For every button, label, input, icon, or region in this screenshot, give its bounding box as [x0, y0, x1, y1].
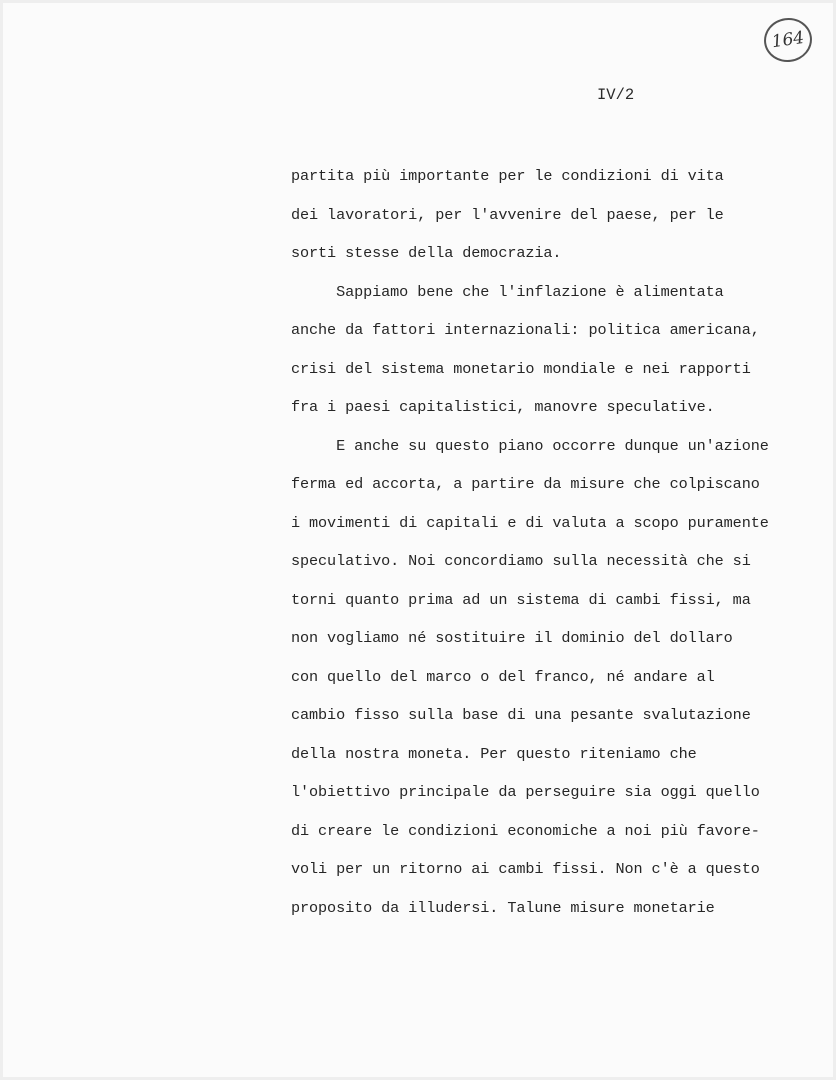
text-line: Sappiamo bene che l'inflazione è alimentata — [291, 282, 724, 301]
text-line: partita più importante per le condizioni di vita — [291, 167, 724, 185]
text-line: anche da fattori internazionali: politica americana, — [291, 321, 760, 339]
page-reference: IV/2 — [597, 86, 635, 104]
text-line: cambio fisso sulla base di una pesante svalutazione — [291, 706, 751, 724]
text-line: voli per un ritorno ai cambi fissi. Non c'è a questo — [291, 860, 760, 878]
text-line: dei lavoratori, per l'avvenire del paese, per le — [291, 205, 724, 224]
text-line: crisi del sistema monetario mondiale e nei rapporti — [291, 359, 751, 378]
text-line: proposito da illudersi. Talune misure monetarie — [291, 898, 715, 917]
text-line: con quello del marco o del franco, né andare al — [291, 667, 715, 686]
text-line: sorti stesse della democrazia. — [291, 244, 562, 262]
text-line: speculativo. Noi concordiamo sulla necessità che si — [291, 552, 751, 570]
body-text — [291, 157, 831, 927]
text-line: E anche su questo piano occorre dunque un'azione — [291, 436, 769, 455]
text-line: fra i paesi capitalistici, manovre speculative. — [291, 398, 715, 416]
text-line: ferma ed accorta, a partire da misure che colpiscano — [291, 475, 760, 493]
text-line: di creare le condizioni economiche a noi più favore- — [291, 821, 760, 840]
text-line: della nostra moneta. Per questo riteniamo che — [291, 744, 697, 763]
text-line: non vogliamo né sostituire il dominio del dollaro — [291, 629, 733, 647]
text-line: i movimenti di capitali e di valuta a scopo puramente — [291, 513, 769, 532]
text-line: torni quanto prima ad un sistema di cambi fissi, ma — [291, 590, 751, 609]
text-line: l'obiettivo principale da perseguire sia oggi quello — [291, 783, 760, 801]
folio-stamp: 164 — [761, 15, 815, 65]
